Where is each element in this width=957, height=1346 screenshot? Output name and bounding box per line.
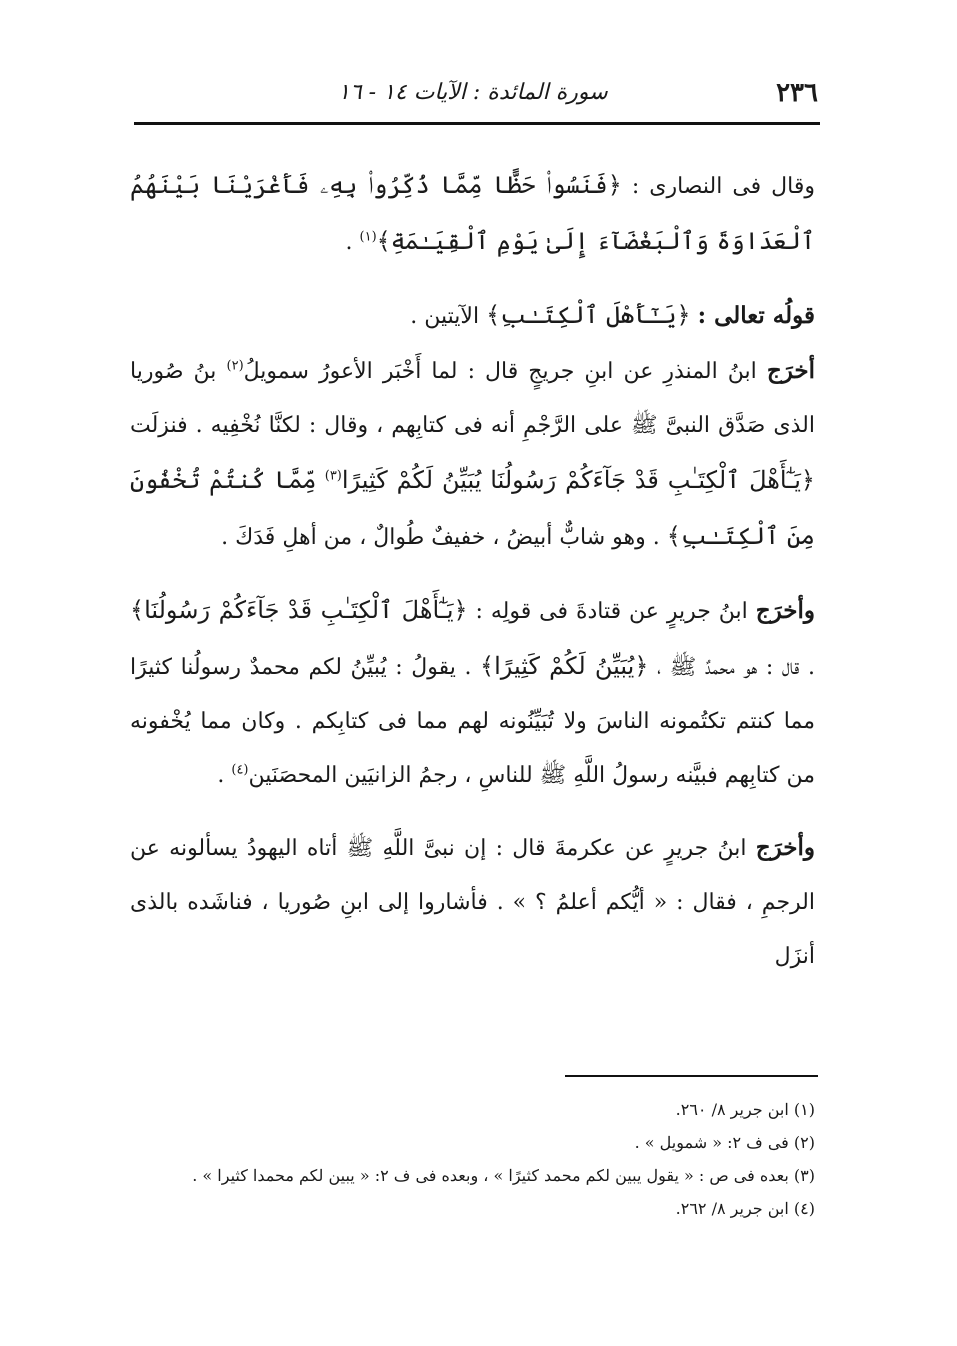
paragraph-1 <box>130 158 815 270</box>
paragraph-4-text: ابنُ جريرٍ عن قتادةَ فى قولِه : <box>475 599 748 624</box>
footnote-3: (٣) بعده فى ص : « يقول يبين لكم محمد كثيرًا » ، وبعده فى ف ٢: « يبين لكم محمدا كثيرا » . <box>192 1166 815 1185</box>
footnote-4: (٤) ابن جرير ٨/ ٢٦٢. <box>675 1199 815 1218</box>
footnote-marker: (٢) <box>226 358 244 374</box>
paragraph-3-text: . وهو شابٌّ أبيضُ ، خفيفٌ طُوالٌ ، من أهلِ فَدَكَ . <box>221 525 660 550</box>
paragraph-3-text: بنُ صُوريا الذى صَدَّق النبىَّ ﷺ على الرَّجْمِ أنه فى كتابِهم ، وقال : لكنَّا نُخْفِيه . فنزلَت <box>130 359 815 438</box>
paragraph-5-lead: وأخرَج <box>755 834 815 861</box>
paragraph-2-end: الآيتين . <box>410 304 480 329</box>
footnote-2: (٢) فى ف ٢: « شمويل » . <box>634 1133 815 1152</box>
main-text <box>130 158 815 984</box>
paragraph-gap <box>130 565 815 583</box>
paragraph-gap <box>130 270 815 288</box>
quran-verse: ﴿يَـٰٓأَهْلَ ٱلْكِتَـٰبِ قَدْ جَآءَكُمْ رَسُولُنَا﴾ <box>130 596 468 624</box>
quran-verse: ﴿يُبَيِّنُ لَكُمْ كَثِيرًا﴾ <box>480 652 649 680</box>
paragraph-1-lead: وقال فى النصارى : <box>631 174 816 199</box>
paragraph-4-lead: وأخرَج <box>755 597 815 624</box>
quran-verse: ﴿فَنَسُوا۟ حَظًّا مِّمَّا ذُكِّرُوا۟ بِهِۦ فَأَغْرَيْنَا بَيْنَهُمُ ٱلْعَدَاوَةَ وَٱلْبَغْضَآءَ إِلَىٰ يَوْمِ ٱلْقِيَـٰمَةِ﴾ <box>130 171 815 255</box>
footnote-rule <box>565 1075 818 1077</box>
paragraph-1-end: . <box>345 230 353 255</box>
paragraph-5 <box>130 821 815 984</box>
paragraph-gap <box>130 803 815 821</box>
header-rule <box>134 122 820 125</box>
paragraph-4-end: . <box>217 763 225 788</box>
paragraph-4 <box>130 583 815 803</box>
footnotes <box>130 1093 815 1225</box>
paragraph-4-text: . قال : هو محمدٌ ﷺ ، <box>657 655 815 680</box>
paragraph-2-lead: قولُه تعالى : <box>697 302 815 329</box>
paragraph-4-text: . يقولُ : يُبيِّنُ لكم محمدٌ رسولُنا كثيرًا مما كنتم تكتُمونه الناسَ ولا تُبَيِّنُونه لهم مما فى كتابِكم . وكان مما يُخْفونه من كتابِهم فبيَّنه رسولُ اللَّهِ ﷺ للناسِ ، رجمُ الزانيَين المحصَنَين <box>130 655 815 788</box>
footnote-marker: (٣) <box>324 468 342 484</box>
quran-verse: ﴿يَـٰٓأَهْلَ ٱلْكِتَـٰبِ﴾ <box>486 301 691 329</box>
footnote-marker: (٤) <box>231 762 249 778</box>
running-title: سورة المائدة : الآيات ١٤ - ١٦ <box>338 80 608 105</box>
footnote-1: (١) ابن جرير ٨/ ٢٦٠. <box>675 1100 815 1119</box>
footnote-marker: (١) <box>359 229 377 245</box>
paragraph-3-lead: أخرَج <box>766 357 815 384</box>
page-number: ٢٣٦ <box>776 78 818 108</box>
paragraph-3 <box>130 344 815 565</box>
paragraph-3-text: ابنُ المنذرِ عن ابنِ جريجٍ قال : لما أَخْبَر الأعورُ سمويلُ <box>243 359 757 384</box>
page-header <box>138 78 818 118</box>
quran-verse: مِّمَّا كُنتُمْ تُخْفُونَ مِنَ ٱلْكِتَـٰبِ﴾ <box>130 466 815 550</box>
paragraph-2 <box>130 288 815 344</box>
quran-verse: ﴿يَـٰٓأَهْلَ ٱلْكِتَـٰبِ قَدْ جَآءَكُمْ رَسُولُنَا يُبَيِّنُ لَكُمْ كَثِيرًا <box>341 466 815 494</box>
paragraph-5-text: ابنُ جريرٍ عن عكرمةَ قال : إن نبىَّ اللَّهِ ﷺ أتاه اليهودُ يسألونه عن الرجمِ ، فقال : « أيُّكم أعلمُ ؟ » . فأشاروا إلى ابنِ صُوريا ، فناشَده بالذى أنزَل <box>130 836 815 969</box>
